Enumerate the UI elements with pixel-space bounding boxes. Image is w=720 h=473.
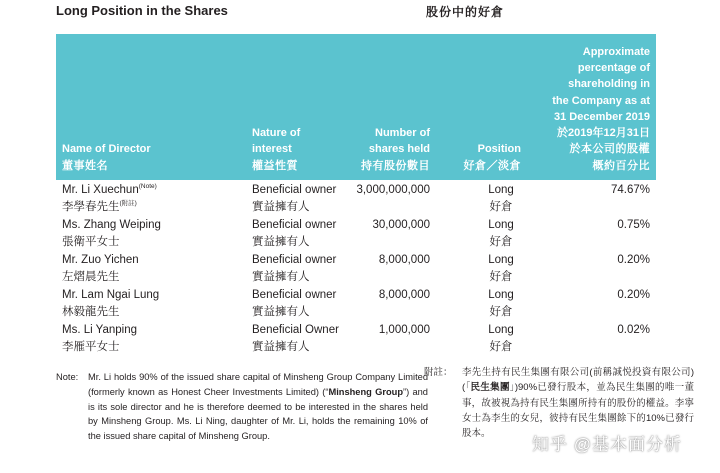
- shareholding-percentage: 0.75%: [617, 219, 650, 231]
- director-name: Mr. Li Xuechun$^{(Note)}$ 李學春先生$^{(附註)}$: [62, 183, 157, 213]
- footnote-label: Note:: [56, 372, 79, 382]
- director-name: Ms. Zhang Weiping 張衛平女士: [62, 219, 161, 248]
- note-marker-zh: (附註): [119, 199, 137, 207]
- nature-of-interest: Beneficial owner 實益擁有人: [252, 184, 337, 213]
- header-nature-of-interest: Nature of interest 權益性質: [252, 127, 301, 172]
- table-header: [56, 34, 656, 180]
- table-row: [56, 182, 656, 217]
- shareholding-percentage: 74.67%: [610, 184, 650, 196]
- footnote-label-zh: 附註：: [424, 367, 453, 378]
- position: Long 好倉: [488, 219, 514, 248]
- defined-term-zh: 民生集團: [470, 382, 510, 394]
- table-row: [56, 322, 656, 357]
- table-row: [56, 252, 656, 287]
- section-title-en: Long Position in the Shares: [56, 3, 228, 18]
- footnote-text-zh: 李先生持有民生集團有限公司(前稱誠悦投資有限公司)(「民生集團」)90%已發行股本，並為民生集團的唯一董事，故被視為持有民生集團所持有的股份的權益。李寧女士為李生的女兒，彼持有民生集團餘下的10%已發行股本。: [462, 367, 694, 440]
- nature-of-interest: Beneficial owner 實益擁有人: [252, 254, 337, 283]
- defined-term: Minsheng Group: [328, 386, 403, 397]
- position: Long 好倉: [488, 324, 514, 353]
- header-approximate-percentage: Approximate percentage of shareholding in the Company as at 31 December 2019 於2019年12月31日 於本公司的股權 概約百分比: [552, 45, 650, 172]
- position: Long 好倉: [488, 184, 514, 213]
- header-name-of-director: Name of Director 董事姓名: [62, 143, 151, 172]
- shares-held: 8,000,000: [378, 289, 430, 301]
- section-title-zh: 股份中的好倉: [426, 5, 505, 19]
- nature-of-interest: Beneficial owner 實益擁有人: [252, 289, 337, 318]
- director-name: Ms. Li Yanping 李雁平女士: [62, 324, 138, 353]
- nature-of-interest: Beneficial Owner 實益擁有人: [252, 324, 339, 353]
- table-body: [56, 182, 656, 357]
- position: Long 好倉: [488, 289, 514, 318]
- shares-held: 3,000,000,000: [356, 184, 430, 196]
- director-name: Mr. Lam Ngai Lung 林毅龍先生: [62, 289, 160, 318]
- shareholding-percentage: 0.20%: [617, 254, 650, 266]
- shares-held: 30,000,000: [372, 219, 430, 231]
- table-row: [56, 287, 656, 322]
- shareholding-percentage: 0.02%: [617, 324, 650, 336]
- footnote-text: Mr. Li holds 90% of the issued share capital of Minsheng Group Company Limited (formerly known as Honest Cheer Investments Limited) (“Minsheng Group”) and is its sole director and he is therefore deemed to be interested in the shares held by Minsheng Group. Ms. Li Ning, daughter of Mr. Li, holds the remaining 10% of the issued share capital of Minsheng Group.: [88, 372, 428, 442]
- note-marker: (Note): [138, 183, 157, 191]
- header-number-of-shares: Number of shares held 持有股份數目: [361, 127, 430, 172]
- nature-of-interest: Beneficial owner 實益擁有人: [252, 219, 337, 248]
- position: Long 好倉: [488, 254, 514, 283]
- shares-held: 1,000,000: [378, 324, 430, 336]
- shareholding-percentage: 0.20%: [617, 289, 650, 301]
- header-position: Position 好倉／淡倉: [463, 143, 521, 172]
- shares-held: 8,000,000: [378, 254, 430, 266]
- table-row: [56, 217, 656, 252]
- watermark: 知乎 @基本面分析: [532, 435, 682, 454]
- director-name: Mr. Zuo Yichen 左熠晨先生: [62, 254, 139, 283]
